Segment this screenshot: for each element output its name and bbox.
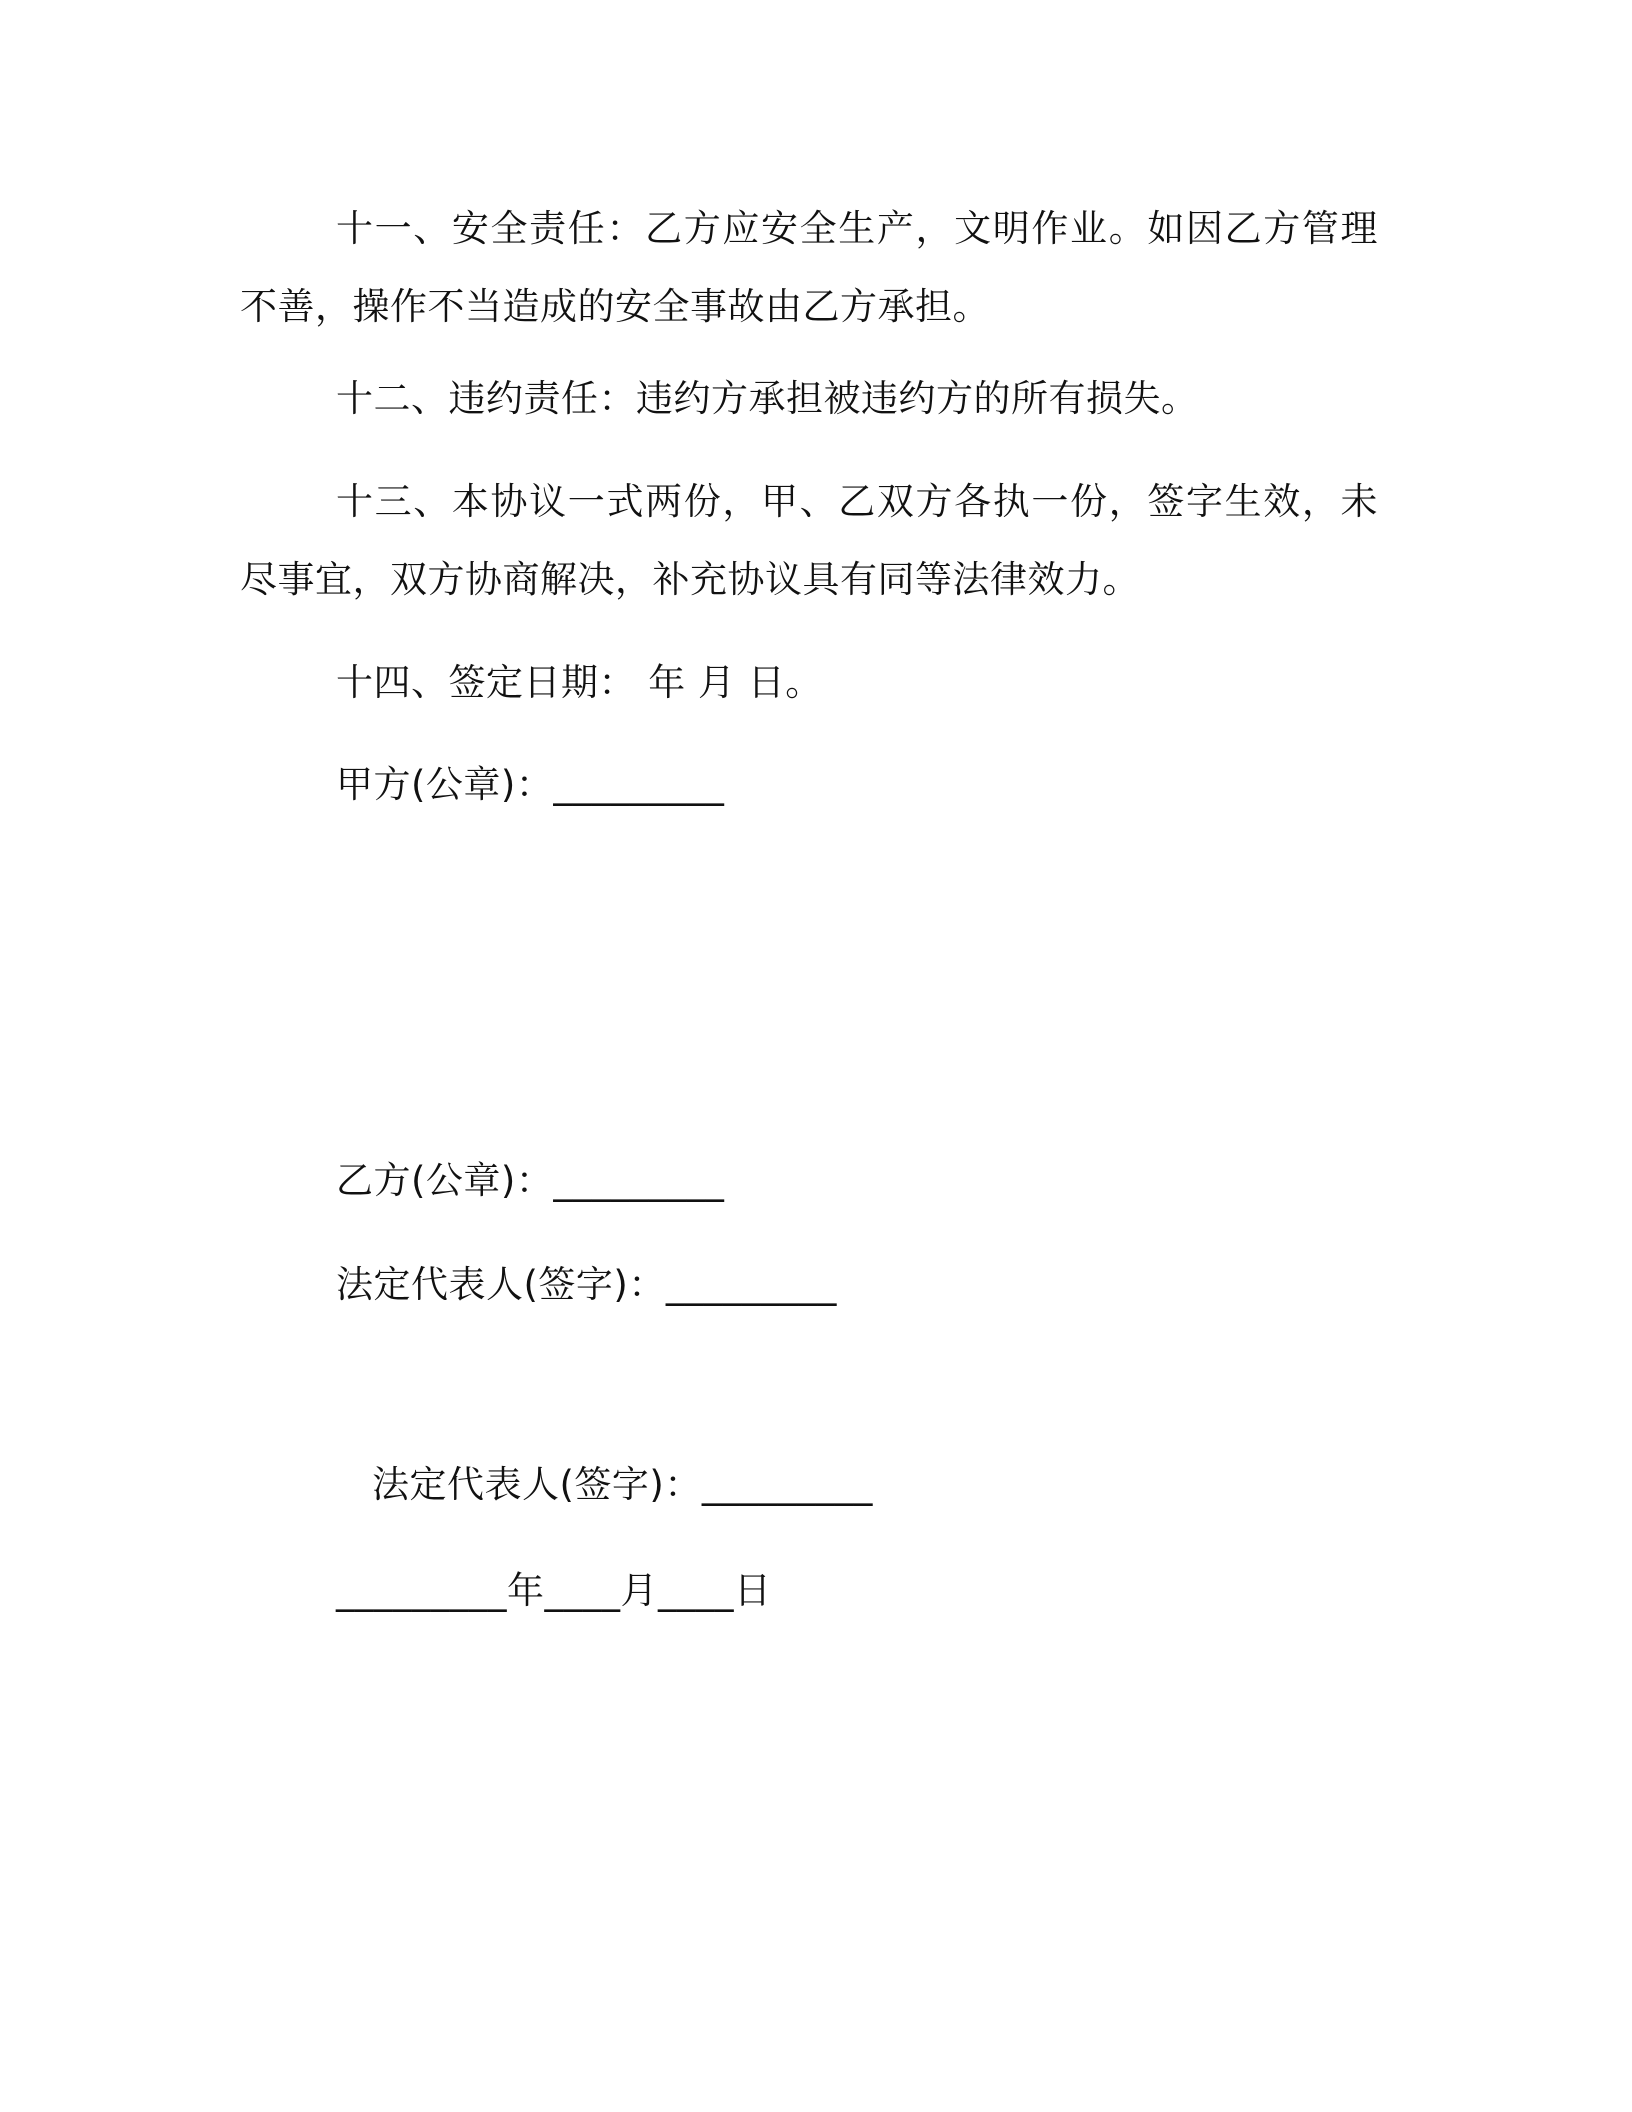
clause-12-paragraph: 十二、违约责任：违约方承担被违约方的所有损失。 — [336, 377, 1199, 420]
party-b-seal-line: 乙方(公章)：_________ — [336, 1159, 725, 1202]
clause-13-paragraph: 十三、本协议一式两份，甲、乙双方各执一份，签字生效，未尽事宜，双方协商解决，补充协议具有同等法律效力。 — [240, 480, 1378, 601]
party-a-seal-line: 甲方(公章)：_________ — [336, 763, 725, 806]
legal-representative-signature-line: 法定代表人(签字)：_________ — [336, 1263, 837, 1306]
legal-representative-signature-line-2: 法定代表人(签字)：_________ — [372, 1463, 873, 1506]
date-blank-line: _________年____月____日 — [336, 1569, 772, 1612]
clause-14-signing-date: 十四、签定日期： 年 月 日。 — [336, 661, 823, 704]
clause-11-paragraph: 十一、安全责任：乙方应安全生产，文明作业。如因乙方管理不善，操作不当造成的安全事故由乙方承担。 — [240, 207, 1378, 328]
